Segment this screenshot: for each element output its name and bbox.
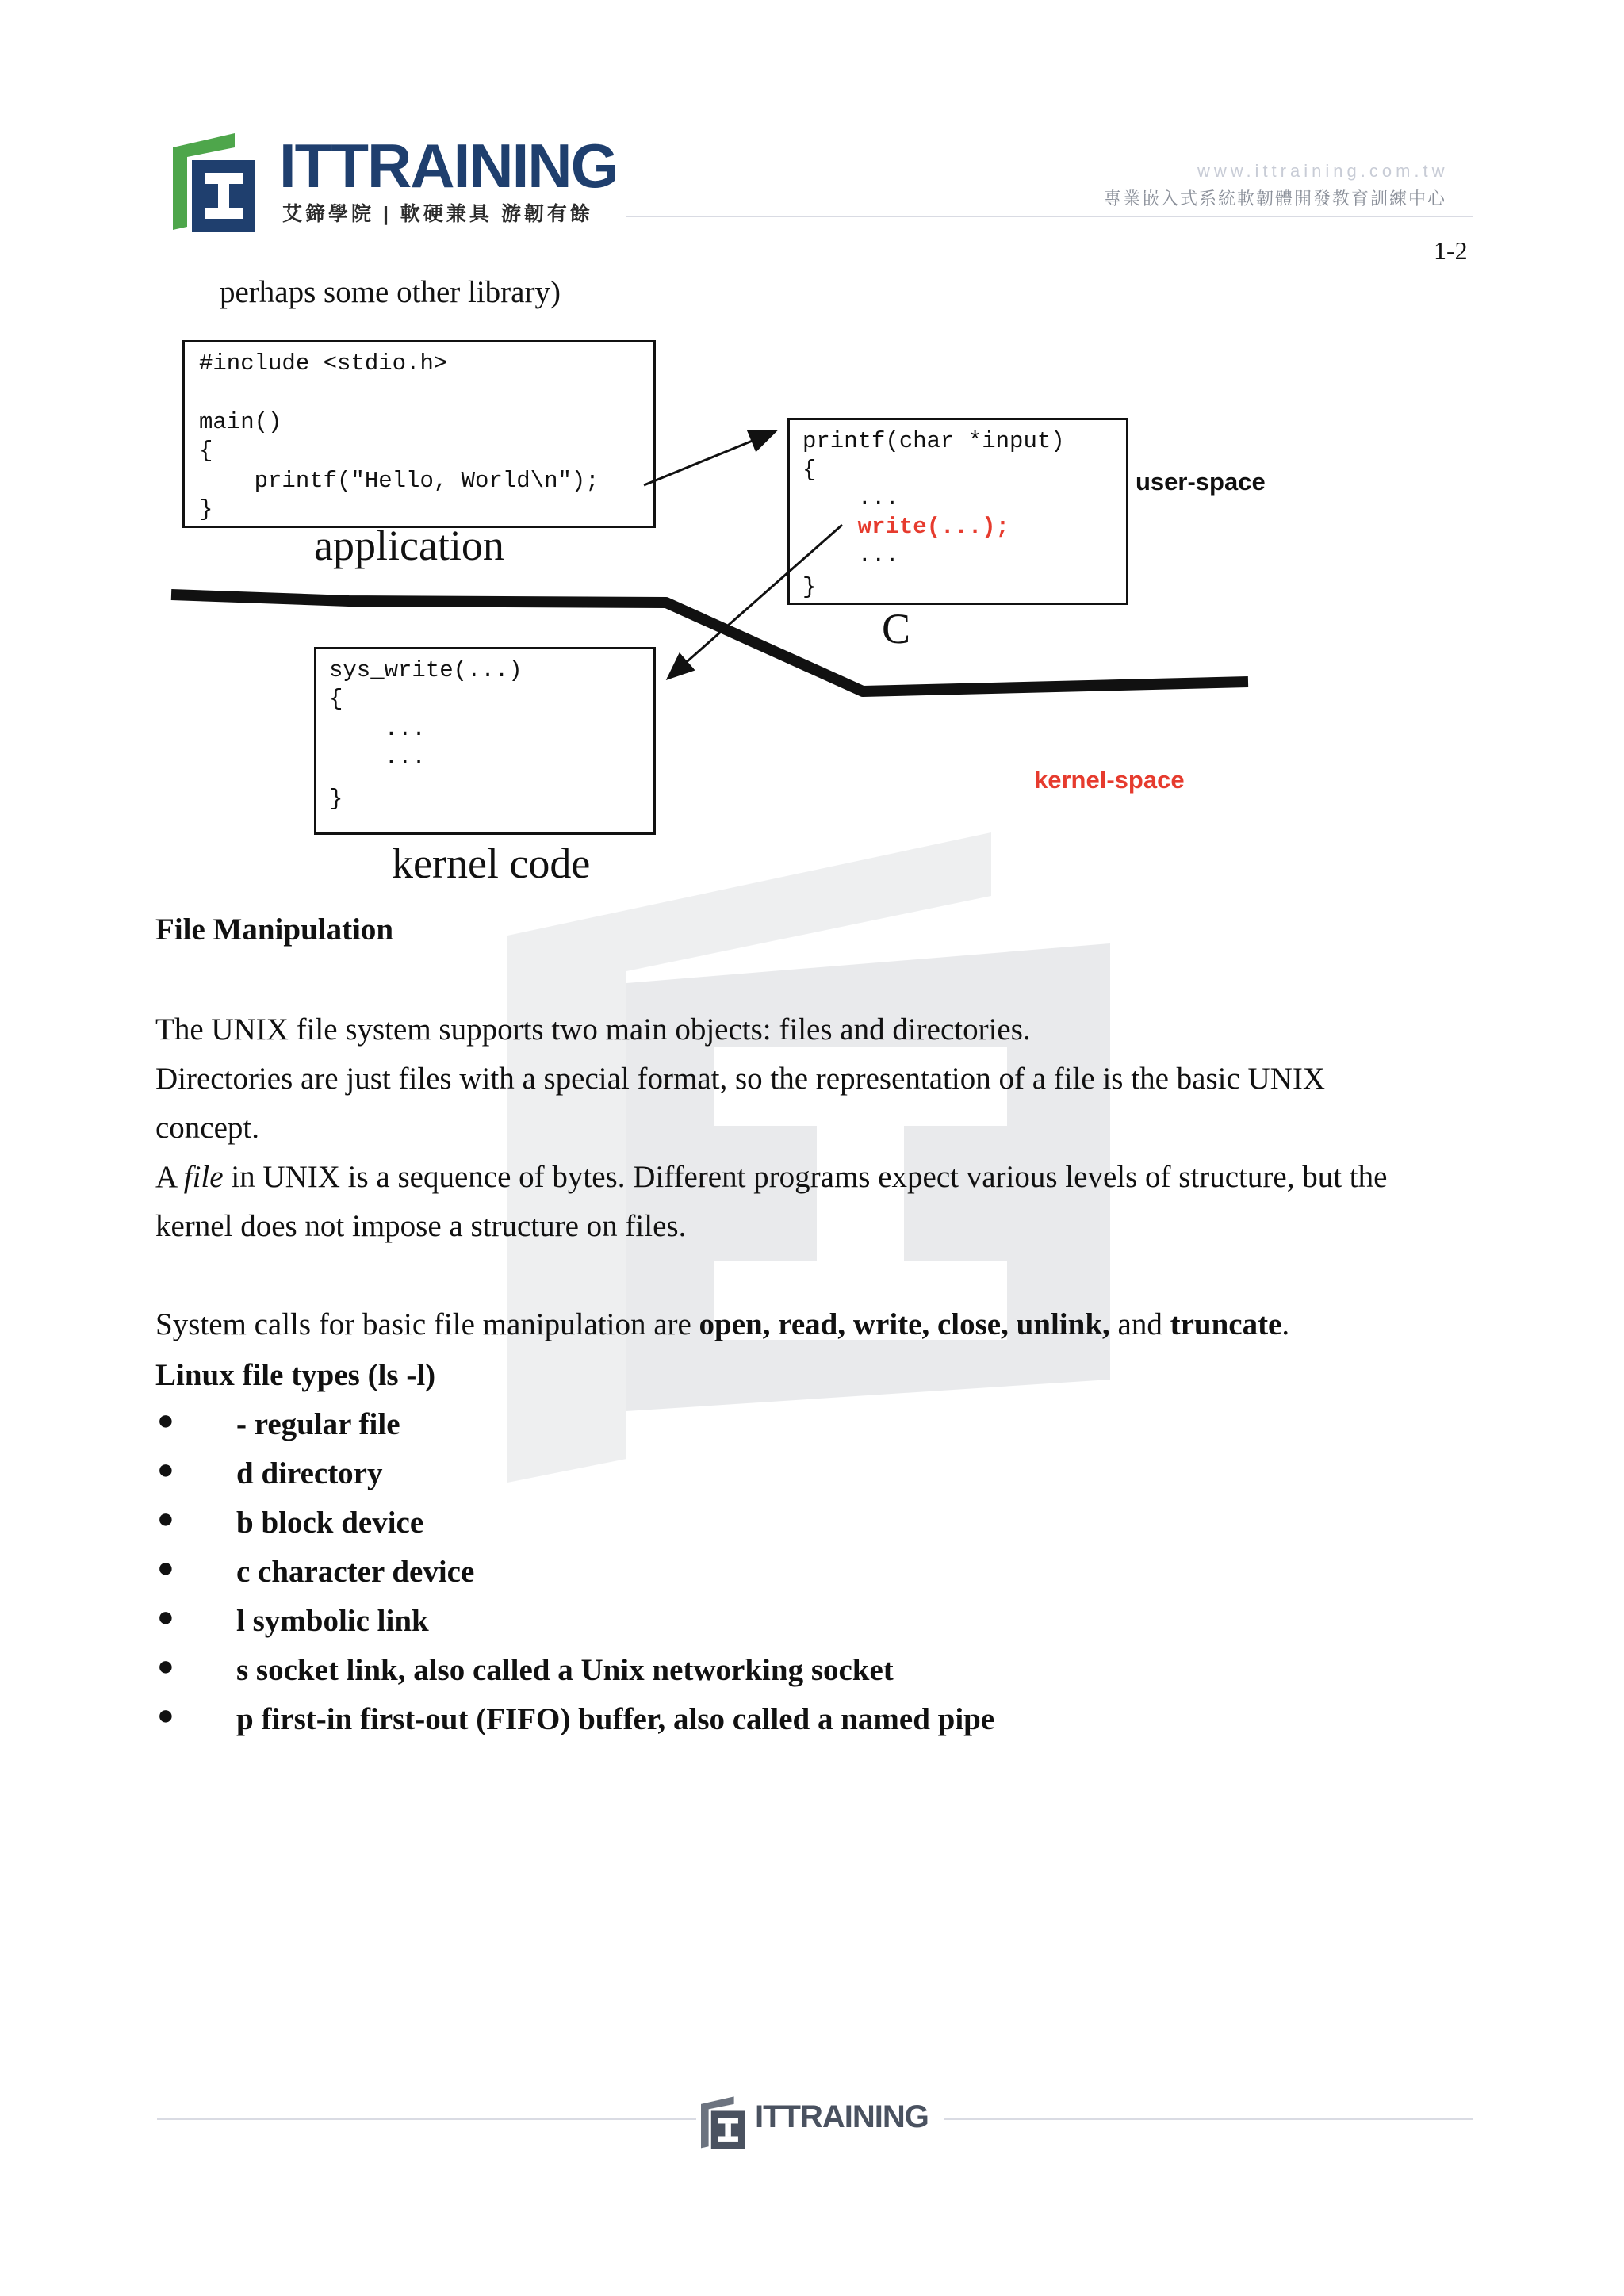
bullet-icon: ● <box>157 1601 174 1632</box>
bold-truncate: truncate <box>1170 1307 1282 1341</box>
application-label: application <box>314 522 504 569</box>
paragraph-2b: concept. <box>155 1111 260 1145</box>
paragraph-2a: Directories are just files with a special format, so the representation of a file is the basic UNIX <box>155 1062 1325 1096</box>
header-url: www.ittraining.com.tw <box>1197 161 1449 181</box>
text-span: and <box>1109 1307 1170 1341</box>
text-span: A <box>155 1160 184 1194</box>
header-logo-text: ITTRAINING <box>279 131 618 201</box>
bullet-icon: ● <box>157 1502 174 1534</box>
kernel-code-label: kernel code <box>392 840 591 887</box>
section-title: File Manipulation <box>155 913 394 947</box>
list-item-text: l symbolic link <box>236 1604 429 1638</box>
arrow-write-syscall <box>668 525 842 679</box>
paragraph-3a <box>155 1153 1387 1202</box>
code-line: } <box>329 786 343 812</box>
code-line: { <box>802 457 817 483</box>
header-slogan: 專業嵌入式系統軟韌體開發教育訓練中心 <box>1104 189 1447 209</box>
code-line: { <box>199 438 213 464</box>
paragraph-3b: kernel does not impose a structure on files. <box>155 1209 687 1243</box>
code-line: #include <stdio.h> <box>199 350 448 377</box>
text-span: in UNIX is a sequence of bytes. Different programs expect various levels of structure, but the <box>223 1160 1388 1194</box>
c-library-label: C <box>882 605 911 652</box>
page-number: 1-2 <box>1434 236 1468 265</box>
footer-divider-right <box>944 2118 1473 2120</box>
code-line: main() <box>199 409 282 435</box>
intro-fragment: perhaps some other library) <box>220 275 561 309</box>
code-line: ... <box>329 716 426 742</box>
code-line: printf(char *input) <box>802 428 1065 454</box>
code-line: } <box>802 574 817 600</box>
header-logo-subtitle: 艾鍗學院 | 軟硬兼具 游韌有餘 <box>282 203 593 225</box>
list-item-text: - regular file <box>236 1407 400 1441</box>
bullet-icon: ● <box>157 1650 174 1682</box>
list-item-text: d directory <box>236 1456 383 1490</box>
code-line: ... <box>802 485 899 511</box>
footer-logo-mark <box>701 2096 752 2152</box>
italic-file: file <box>183 1160 224 1194</box>
code-line: printf("Hello, World\n"); <box>199 468 599 494</box>
bullet-icon: ● <box>157 1552 174 1583</box>
kernel-space-label: kernel-space <box>1034 766 1185 794</box>
arrow-printf-call <box>644 431 776 485</box>
list-item-text: s socket link, also called a Unix networking socket <box>236 1653 894 1687</box>
list-item-text: b block device <box>236 1506 424 1540</box>
paragraph-4 <box>155 1300 1289 1349</box>
user-space-label: user-space <box>1136 468 1266 496</box>
code-line-write-call: write(...); <box>802 514 1010 540</box>
list-item-text: p first-in first-out (FIFO) buffer, also called a named pipe <box>236 1702 995 1736</box>
bullet-icon: ● <box>157 1404 174 1436</box>
code-line: { <box>329 686 343 712</box>
file-types-title: Linux file types (ls -l) <box>155 1358 436 1392</box>
code-line: ... <box>802 542 899 568</box>
footer-logo-text: ITTRAINING <box>755 2099 929 2134</box>
list-item-text: c character device <box>236 1555 475 1589</box>
bullet-icon: ● <box>157 1453 174 1485</box>
text-span: System calls for basic file manipulation are <box>155 1307 699 1341</box>
code-line: ... <box>329 744 426 771</box>
code-line: sys_write(...) <box>329 657 523 683</box>
text-span: . <box>1281 1307 1290 1341</box>
bold-syscalls: open, read, write, close, unlink, <box>699 1307 1110 1341</box>
code-line: } <box>199 496 213 522</box>
footer-divider-left <box>157 2118 696 2120</box>
diagram-lines <box>0 0 1624 888</box>
paragraph-1: The UNIX file system supports two main objects: files and directories. <box>155 1012 1031 1047</box>
bullet-icon: ● <box>157 1699 174 1731</box>
